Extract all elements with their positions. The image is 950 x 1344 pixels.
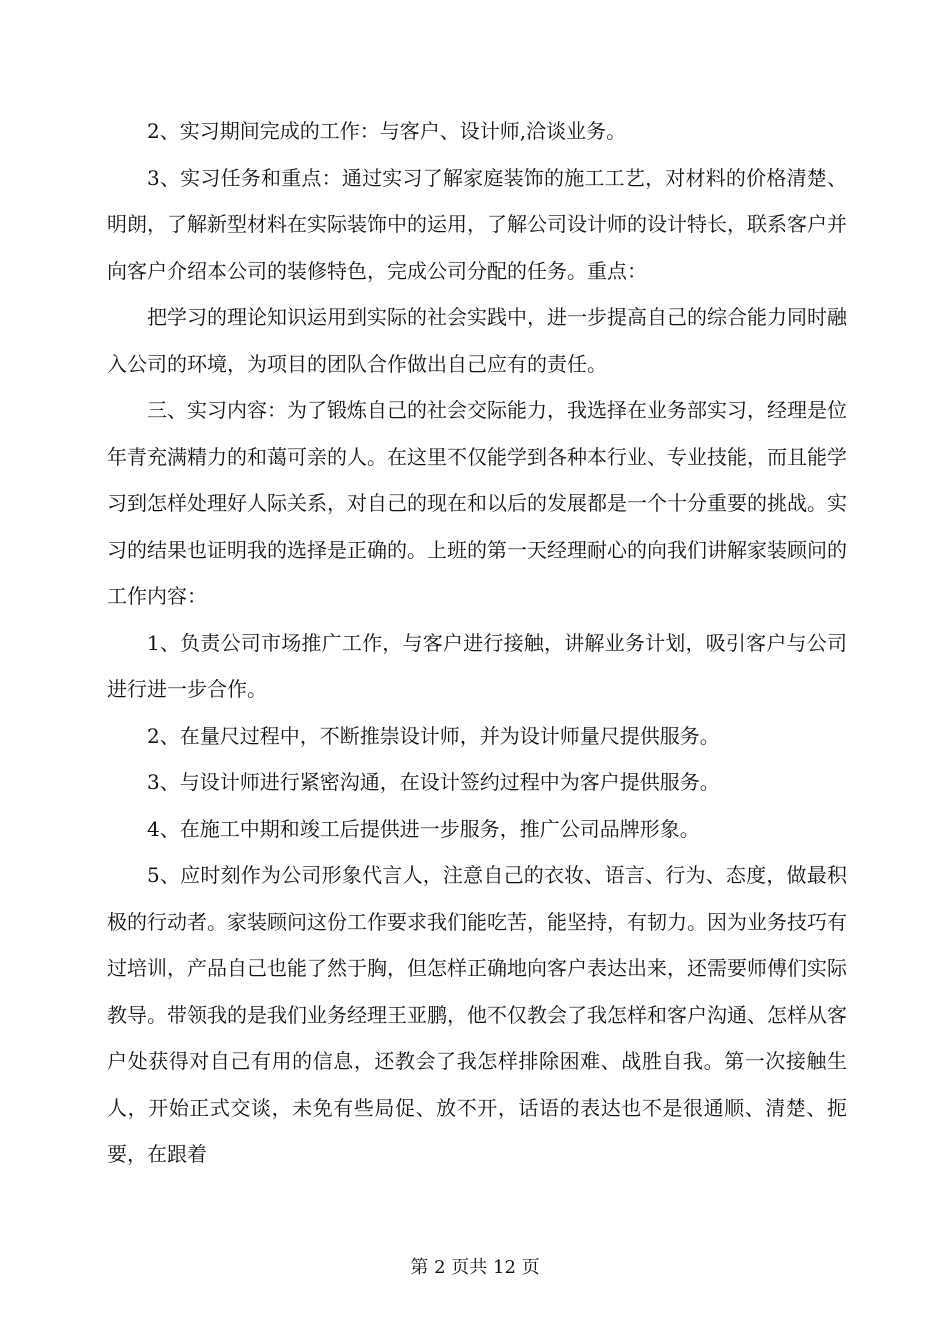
paragraph-tasks-focus: 3、实习任务和重点：通过实习了解家庭装饰的施工工艺，对材料的价格清楚、明朗，了解新型材料在实际装饰中的运用，了解公司设计师的设计特长，联系客户并向客户介绍本公司的装修特色，完成公司分配的任务。重点： xyxy=(107,165,847,283)
body-text xyxy=(107,108,847,1178)
list-item-1: 1、负责公司市场推广工作，与客户进行接触，讲解业务计划，吸引客户与公司进行进一步合作。 xyxy=(107,630,847,701)
paragraph-internship-content: 三、实习内容：为了锻炼自己的社会交际能力，我选择在业务部实习，经理是位年青充满精力的和蔼可亲的人。在这里不仅能学到各种本行业、专业技能，而且能学习到怎样处理好人际关系，对自己的现在和以后的发展都是一个十分重要的挑战。实习的结果也证明我的选择是正确的。上班的第一天经理耐心的向我们讲解家装顾问的工作内容： xyxy=(107,398,847,608)
paragraph-work-done: 2、实习期间完成的工作：与客户、设计师,洽谈业务。 xyxy=(147,119,627,143)
list-item-2: 2、在量尺过程中，不断推崇设计师，并为设计师量尺提供服务。 xyxy=(147,723,720,748)
page-footer: 第 2 页共 12 页 xyxy=(410,1257,540,1278)
list-item-4: 4、在施工中期和竣工后提供进一步服务，推广公司品牌形象。 xyxy=(147,816,700,841)
list-item-3: 3、与设计师进行紧密沟通，在设计签约过程中为客户提供服务。 xyxy=(147,770,720,794)
paragraph-apply-theory: 把学习的理论知识运用到实际的社会实践中，进一步提高自己的综合能力同时融入公司的环境，为项目的团队合作做出自己应有的责任。 xyxy=(107,305,847,376)
list-item-5: 5、应时刻作为公司形象代言人，注意自己的衣妆、语言、行为、态度，做最积极的行动者。家装顾问这份工作要求我们能吃苦，能坚持，有韧力。因为业务技巧有过培训，产品自己也能了然于胸，但怎样正确地向客户表达出来，还需要师傅们实际教导。带领我的是我们业务经理王亚鹏，他不仅教会了我怎样和客户沟通、怎样从客户处获得对自己有用的信息，还教会了我怎样排除困难、战胜自我。第一次接触生人，开始正式交谈，未免有些局促、放不开，话语的表达也不是很通顺、清楚、扼要，在跟着 xyxy=(107,863,847,1166)
